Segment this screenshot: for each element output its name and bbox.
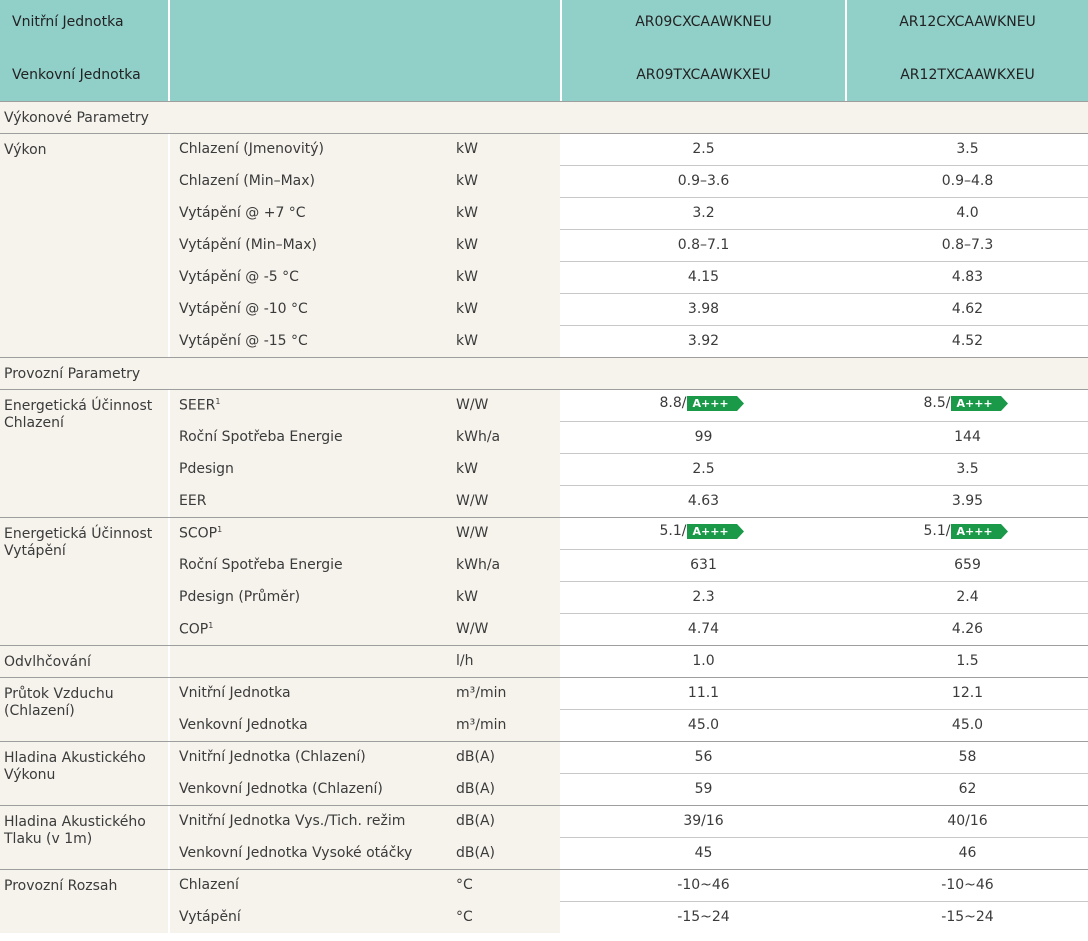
column-divider	[845, 0, 847, 101]
value-text: 4.52	[951, 333, 984, 349]
value-text: 3.95	[951, 493, 984, 509]
value-text: 0.9–4.8	[941, 173, 994, 189]
group-cell	[0, 805, 168, 869]
unit-cell: dB(A)	[456, 749, 495, 765]
value-model-1	[562, 141, 845, 157]
table-row	[170, 581, 1088, 613]
value-text: 0.9–3.6	[677, 173, 730, 189]
value-text: 4.0	[956, 205, 979, 221]
parameter-cell	[179, 749, 366, 765]
header-outdoor-label: Venkovní Jednotka	[12, 67, 141, 83]
value-text: 0.8–7.3	[941, 237, 994, 253]
value-text: 12.1	[951, 685, 984, 701]
parameter-name: Venkovní Jednotka (Chlazení)	[179, 781, 383, 797]
value-model-2	[847, 717, 1088, 733]
value-model-1	[562, 429, 845, 445]
table-row	[170, 869, 1088, 901]
group-cell	[0, 677, 168, 741]
parameter-cell	[179, 461, 234, 477]
value-model-2	[847, 301, 1088, 317]
value-text: 4.26	[951, 621, 984, 637]
parameter-cell	[179, 301, 308, 317]
header-model-1	[562, 0, 845, 101]
group-divider	[0, 741, 1088, 742]
value-text: 1.5	[956, 653, 979, 669]
value-model-2	[847, 205, 1088, 221]
footnote-mark: 1	[217, 525, 223, 534]
value-text: 4.74	[687, 621, 720, 637]
unit-cell: °C	[456, 877, 473, 893]
value-text: 3.98	[687, 301, 720, 317]
table-row	[170, 645, 1088, 677]
value-text: 1.0	[692, 653, 715, 669]
parameter-name: Pdesign (Průměr)	[179, 589, 301, 605]
table-row	[170, 325, 1088, 357]
parameter-cell	[179, 493, 206, 509]
value-model-2	[847, 877, 1088, 893]
value-text: 59	[694, 781, 713, 797]
value-text: 659	[954, 557, 981, 573]
value-model-1	[562, 301, 845, 317]
group-label: Hladina Akustického Výkonu	[4, 750, 146, 783]
model-1-outdoor: AR09TXCAAWKXEU	[636, 67, 771, 83]
energy-class-label: A+++	[956, 524, 993, 538]
parameter-cell	[179, 813, 405, 829]
value-model-1	[562, 493, 845, 509]
value-model-2	[847, 173, 1088, 189]
unit-cell: kW	[456, 589, 478, 605]
value-text: 144	[954, 429, 981, 445]
table-row	[170, 837, 1088, 869]
value-model-2	[847, 781, 1088, 797]
unit-cell: W/W	[456, 525, 489, 541]
value-model-2	[847, 269, 1088, 285]
table-row	[170, 133, 1088, 165]
group-label: Výkon	[4, 142, 47, 158]
group-cell	[0, 869, 168, 933]
value-text: 8.5/	[923, 395, 951, 411]
value-model-2	[847, 653, 1088, 669]
unit-cell: dB(A)	[456, 845, 495, 861]
table-row	[170, 453, 1088, 485]
table-row	[170, 741, 1088, 773]
value-model-2	[847, 237, 1088, 253]
parameter-name: Pdesign	[179, 461, 234, 477]
group-label: Průtok Vzduchu (Chlazení)	[4, 686, 114, 719]
value-text: 2.5	[692, 461, 715, 477]
parameter-name: Vnitřní Jednotka	[179, 685, 291, 701]
value-text: 46	[958, 845, 977, 861]
parameter-name: Vytápění @ -10 °C	[179, 301, 308, 317]
parameter-name: Roční Spotřeba Energie	[179, 557, 343, 573]
parameter-name: Venkovní Jednotka Vysoké otáčky	[179, 845, 413, 861]
value-text: -10~46	[941, 877, 994, 893]
unit-cell: kW	[456, 269, 478, 285]
table-row	[170, 773, 1088, 805]
value-text: 4.63	[687, 493, 720, 509]
unit-cell: kW	[456, 301, 478, 317]
parameter-name: Roční Spotřeba Energie	[179, 429, 343, 445]
value-text: -10~46	[677, 877, 730, 893]
value-model-1	[562, 749, 845, 765]
parameter-cell	[179, 589, 300, 605]
row-label-background	[170, 517, 560, 549]
row-label-background	[170, 613, 560, 645]
unit-cell: m³/min	[456, 717, 507, 733]
model-1-indoor: AR09CXCAAWKNEU	[635, 14, 772, 30]
table-row	[170, 677, 1088, 709]
value-text: 5.1/	[923, 523, 951, 539]
column-divider	[560, 0, 562, 101]
energy-class-badge	[951, 396, 1011, 411]
unit-cell: °C	[456, 909, 473, 925]
group-divider	[0, 517, 1088, 518]
value-model-1	[562, 589, 845, 605]
table-row	[170, 229, 1088, 261]
value-model-2	[847, 845, 1088, 861]
parameter-cell	[179, 909, 241, 925]
group-cell	[0, 741, 168, 805]
value-model-1	[562, 717, 845, 733]
unit-cell: W/W	[456, 621, 489, 637]
value-model-2	[847, 395, 1088, 411]
value-model-1	[562, 781, 845, 797]
value-model-1	[562, 813, 845, 829]
value-text: 56	[694, 749, 713, 765]
unit-cell: m³/min	[456, 685, 507, 701]
model-2-outdoor: AR12TXCAAWKXEU	[900, 67, 1035, 83]
value-text: 62	[958, 781, 977, 797]
energy-class-label: A+++	[692, 524, 729, 538]
parameter-name: Vytápění @ -5 °C	[179, 269, 299, 285]
parameter-name: EER	[179, 493, 207, 509]
header-blank-cell	[170, 0, 560, 101]
section-header	[0, 357, 1088, 389]
table-row	[170, 293, 1088, 325]
parameter-cell	[179, 557, 343, 573]
energy-class-label: A+++	[692, 396, 729, 410]
value-text: 39/16	[683, 813, 724, 829]
value-model-1	[562, 845, 845, 861]
parameter-cell	[179, 845, 412, 861]
value-text: -15~24	[677, 909, 730, 925]
footnote-mark: 1	[208, 621, 214, 630]
group-divider	[0, 389, 1088, 390]
unit-cell: kWh/a	[456, 557, 501, 573]
parameter-name: Vytápění @ -15 °C	[179, 333, 308, 349]
value-text: 2.3	[692, 589, 715, 605]
value-model-1	[562, 205, 845, 221]
parameter-cell	[179, 141, 324, 157]
value-text: 3.92	[687, 333, 720, 349]
parameter-name: Chlazení (Min–Max)	[179, 173, 316, 189]
value-text: 4.83	[951, 269, 984, 285]
table-row	[170, 421, 1088, 453]
group-cell	[0, 389, 168, 517]
table-row	[170, 261, 1088, 293]
value-text: -15~24	[941, 909, 994, 925]
parameter-cell	[179, 173, 315, 189]
value-text: 2.4	[956, 589, 979, 605]
value-model-1	[562, 877, 845, 893]
value-text: 2.5	[692, 141, 715, 157]
section-title: Provozní Parametry	[4, 366, 141, 382]
value-model-2	[847, 909, 1088, 925]
parameter-cell	[179, 397, 220, 414]
parameter-cell	[179, 717, 308, 733]
value-model-1	[562, 909, 845, 925]
group-divider	[0, 677, 1088, 678]
group-cell	[0, 517, 168, 645]
value-model-2	[847, 493, 1088, 509]
value-model-1	[562, 333, 845, 349]
value-model-2	[847, 333, 1088, 349]
value-model-1	[562, 173, 845, 189]
value-text: 3.5	[956, 461, 979, 477]
value-text: 4.15	[687, 269, 720, 285]
value-text: 3.2	[692, 205, 715, 221]
parameter-name: SEER	[179, 397, 216, 414]
parameter-name: Vytápění	[179, 909, 241, 925]
group-label: Energetická Účinnost Vytápění	[4, 526, 153, 559]
value-text: 631	[690, 557, 717, 573]
value-model-1	[562, 621, 845, 637]
value-text: 45.0	[687, 717, 720, 733]
group-cell	[0, 645, 168, 677]
parameter-name: Venkovní Jednotka	[179, 717, 308, 733]
parameter-cell	[179, 525, 222, 542]
row-label-background	[170, 485, 560, 517]
parameter-name: COP	[179, 621, 209, 638]
value-text: 5.1/	[659, 523, 687, 539]
value-text: 3.5	[956, 141, 979, 157]
energy-class-label: A+++	[956, 396, 993, 410]
unit-cell: dB(A)	[456, 781, 495, 797]
value-model-2	[847, 557, 1088, 573]
value-model-2	[847, 813, 1088, 829]
table-row	[170, 709, 1088, 741]
parameter-name: Chlazení	[179, 877, 239, 893]
table-row	[170, 165, 1088, 197]
unit-cell: kW	[456, 461, 478, 477]
parameter-name: Vnitřní Jednotka (Chlazení)	[179, 749, 366, 765]
value-text: 99	[694, 429, 713, 445]
energy-class-badge	[687, 396, 747, 411]
parameter-cell	[179, 429, 343, 445]
header-model-2	[847, 0, 1088, 101]
unit-cell: kW	[456, 333, 478, 349]
value-model-1	[562, 461, 845, 477]
header-indoor-label: Vnitřní Jednotka	[12, 14, 124, 30]
unit-cell: kWh/a	[456, 429, 501, 445]
header-unit-labels	[0, 0, 168, 101]
value-text: 8.8/	[659, 395, 687, 411]
value-model-2	[847, 685, 1088, 701]
parameter-name: Vytápění @ +7 °C	[179, 205, 306, 221]
value-text: 45.0	[951, 717, 984, 733]
value-model-2	[847, 749, 1088, 765]
group-label: Odvlhčování	[4, 654, 91, 670]
parameter-cell	[179, 333, 308, 349]
parameter-cell	[179, 621, 213, 638]
unit-cell: dB(A)	[456, 813, 495, 829]
value-model-1	[562, 269, 845, 285]
unit-cell: kW	[456, 237, 478, 253]
row-label-background	[170, 645, 560, 677]
value-text: 0.8–7.1	[677, 237, 730, 253]
parameter-cell	[179, 781, 383, 797]
parameter-name: SCOP	[179, 525, 218, 542]
column-divider	[168, 0, 170, 101]
group-label: Provozní Rozsah	[4, 878, 118, 894]
energy-class-badge	[951, 524, 1011, 539]
unit-cell: l/h	[456, 653, 474, 669]
group-divider	[0, 133, 1088, 134]
value-model-2	[847, 621, 1088, 637]
value-text: 4.62	[951, 301, 984, 317]
parameter-cell	[179, 205, 306, 221]
parameter-name: Vnitřní Jednotka Vys./Tich. režim	[179, 813, 406, 829]
unit-cell: kW	[456, 141, 478, 157]
footnote-mark: 1	[215, 397, 221, 406]
model-2-indoor: AR12CXCAAWKNEU	[899, 14, 1036, 30]
value-text: 58	[958, 749, 977, 765]
value-model-2	[847, 523, 1088, 539]
table-row	[170, 805, 1088, 837]
value-text: 40/16	[947, 813, 988, 829]
unit-cell: W/W	[456, 493, 489, 509]
table-row	[170, 389, 1088, 421]
table-row	[170, 549, 1088, 581]
value-model-1	[562, 237, 845, 253]
group-divider	[0, 645, 1088, 646]
value-text: 45	[694, 845, 713, 861]
group-label: Energetická Účinnost Chlazení	[4, 398, 153, 431]
row-label-background	[170, 389, 560, 421]
parameter-cell	[179, 237, 317, 253]
parameter-name: Vytápění (Min–Max)	[179, 237, 317, 253]
energy-class-badge	[687, 524, 747, 539]
value-text: 11.1	[687, 685, 720, 701]
value-model-1	[562, 395, 845, 411]
parameter-name: Chlazení (Jmenovitý)	[179, 141, 324, 157]
group-label: Hladina Akustického Tlaku (v 1m)	[4, 814, 146, 847]
value-model-2	[847, 141, 1088, 157]
value-model-1	[562, 523, 845, 539]
value-model-2	[847, 589, 1088, 605]
value-model-2	[847, 461, 1088, 477]
section-header	[0, 101, 1088, 133]
parameter-cell	[179, 877, 239, 893]
unit-cell: kW	[456, 173, 478, 189]
value-model-1	[562, 653, 845, 669]
table-row	[170, 197, 1088, 229]
parameter-cell	[179, 685, 291, 701]
section-title: Výkonové Parametry	[4, 110, 149, 126]
table-row	[170, 485, 1088, 517]
table-row	[170, 901, 1088, 933]
group-divider	[0, 869, 1088, 870]
table-row	[170, 613, 1088, 645]
parameter-cell	[179, 269, 299, 285]
group-divider	[0, 805, 1088, 806]
unit-cell: W/W	[456, 397, 489, 413]
value-model-1	[562, 685, 845, 701]
value-model-2	[847, 429, 1088, 445]
group-cell	[0, 133, 168, 357]
value-model-1	[562, 557, 845, 573]
table-row	[170, 517, 1088, 549]
unit-cell: kW	[456, 205, 478, 221]
